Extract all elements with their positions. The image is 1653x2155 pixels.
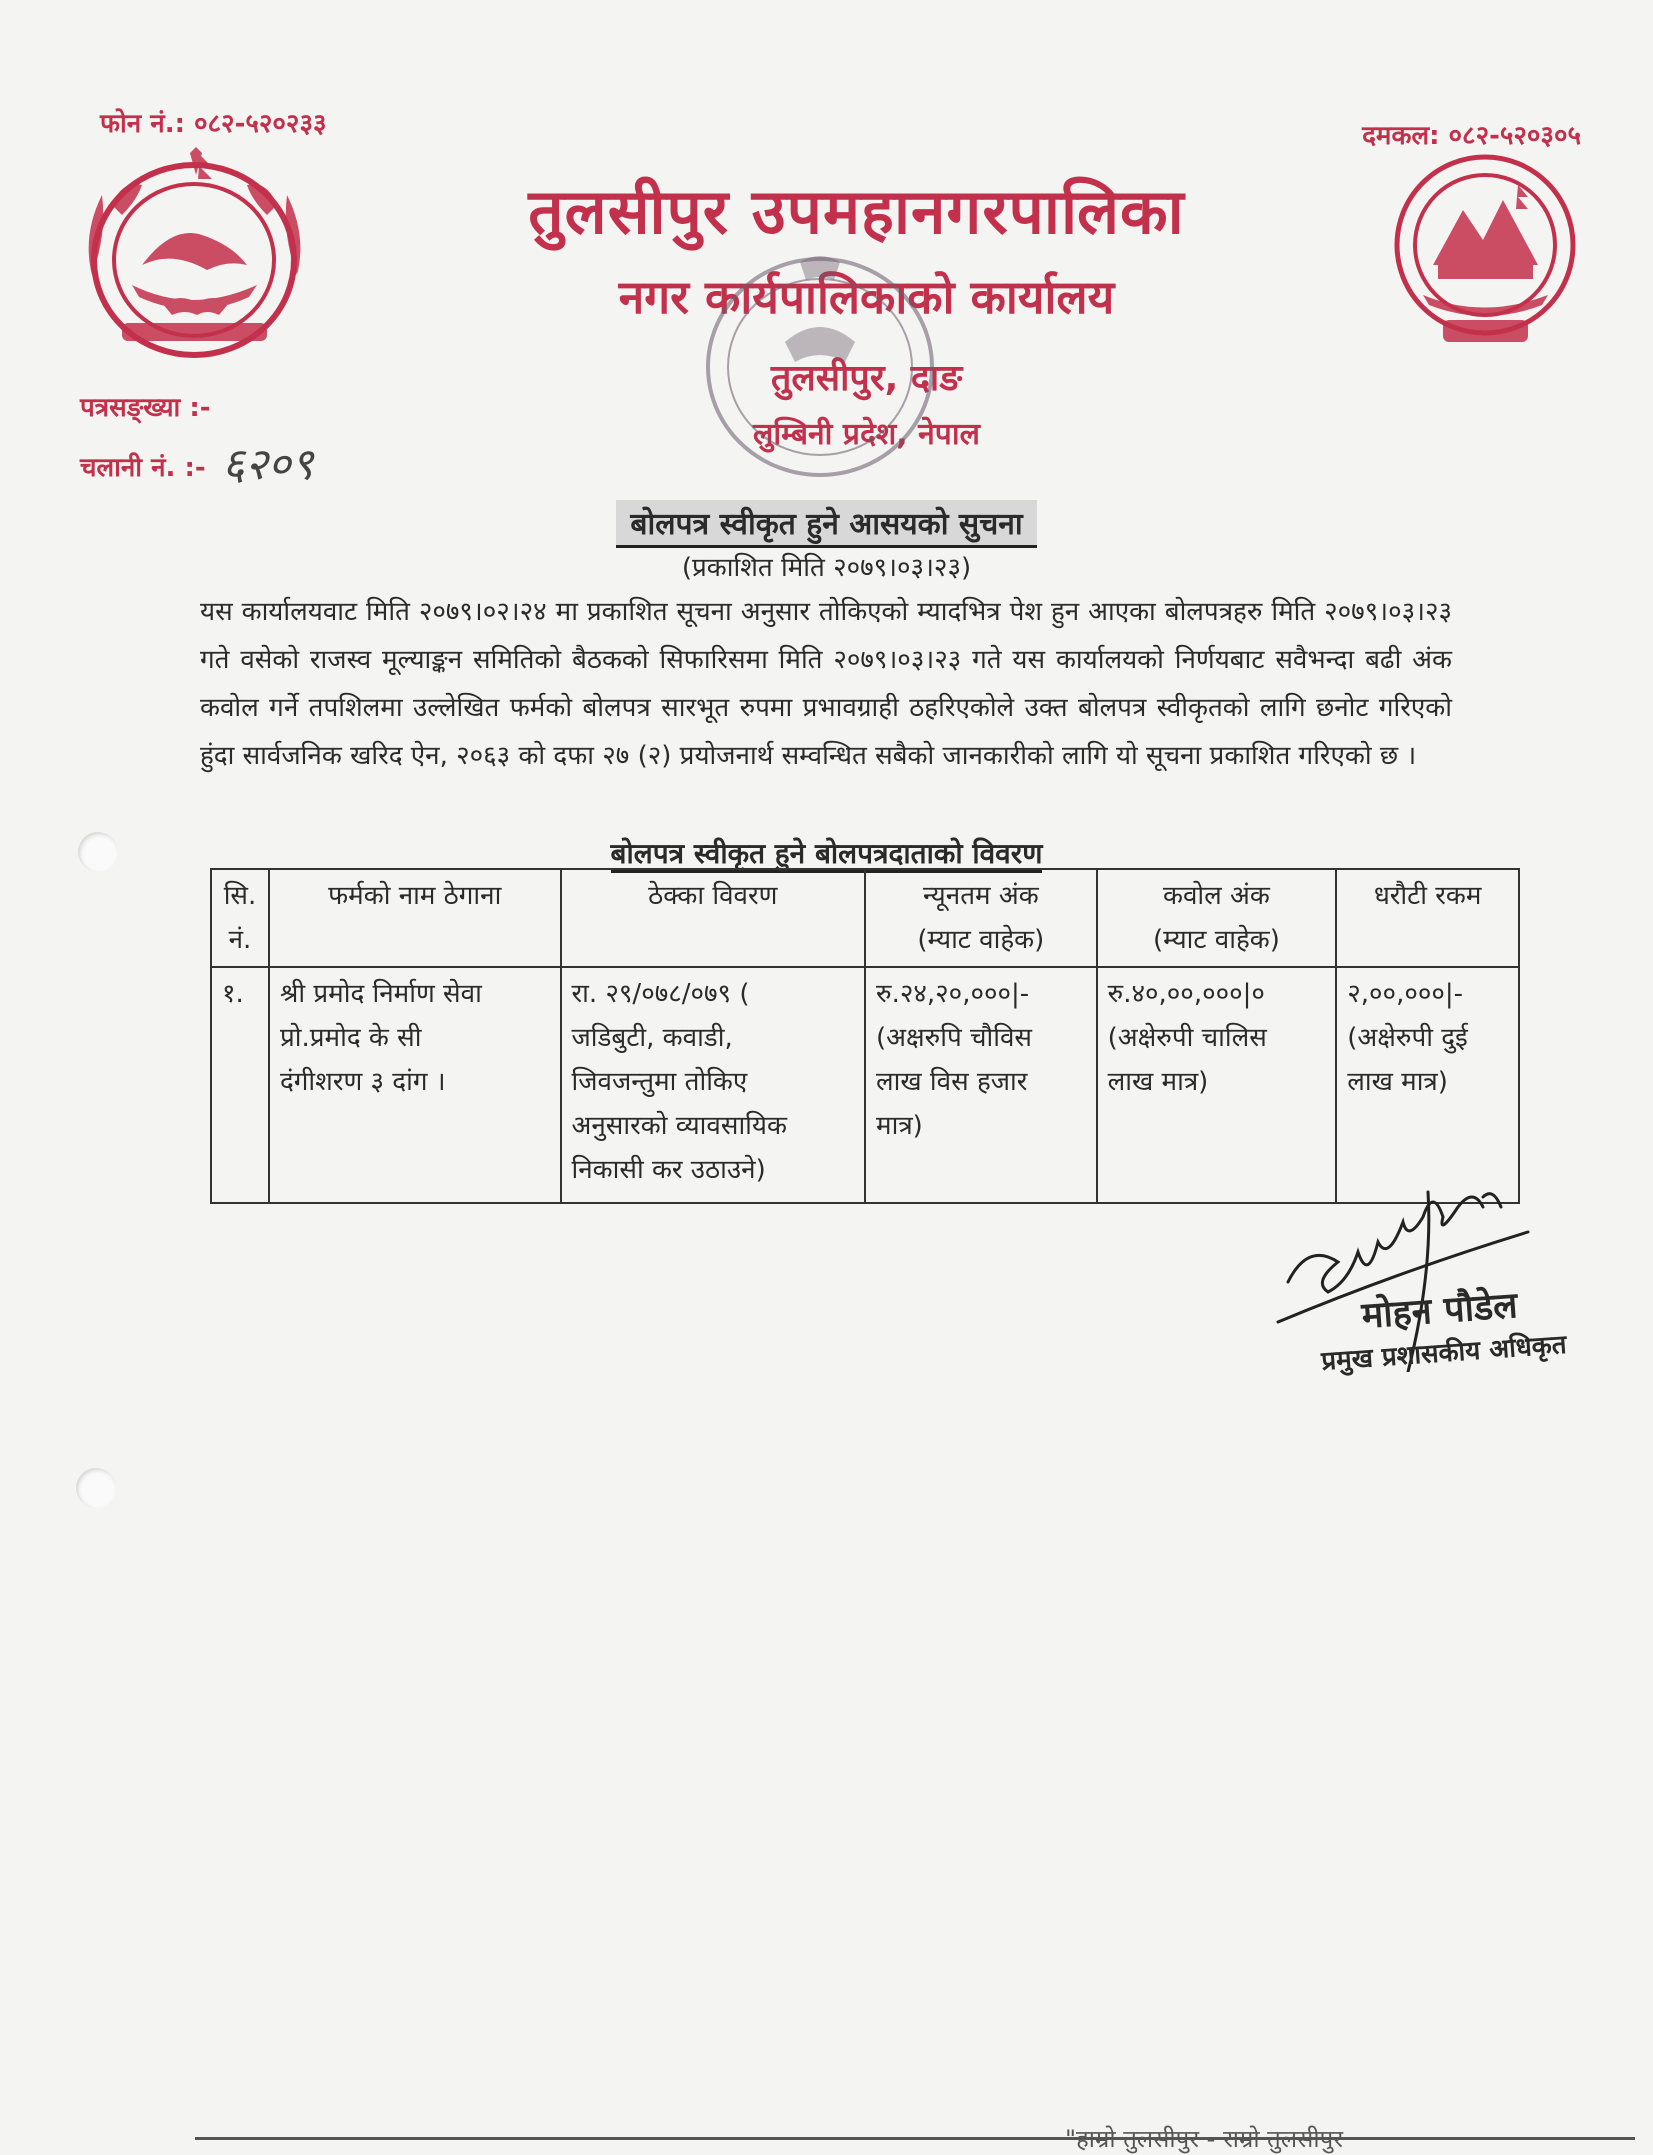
cell-bid-amount — [1097, 967, 1337, 1203]
cell-line: १. — [222, 979, 244, 1009]
notice-title — [0, 500, 1653, 548]
cell-line: मात्र) — [876, 1111, 923, 1141]
cell-line: जिवजन्तुमा तोकिए — [571, 1067, 748, 1097]
header-minimum-amount — [865, 869, 1097, 967]
table-title-text: बोलपत्र स्वीकृत हुने बोलपत्रदाताको विवरण — [611, 837, 1043, 873]
cell-line: (अक्षेरुपी चालिस — [1107, 1023, 1267, 1053]
table-title — [0, 834, 1653, 872]
cell-line: रा. २९/०७८/०७९ ( — [571, 979, 750, 1009]
header-line: नं. — [228, 925, 252, 955]
table-header-row — [211, 869, 1519, 967]
dispatch-number-label: चलानी नं. :- — [80, 453, 206, 483]
header-line: फर्मको नाम ठेगाना — [328, 881, 502, 911]
header-firm-name — [269, 869, 561, 967]
cell-line: निकासी कर उठाउने) — [571, 1155, 766, 1185]
footer-divider — [195, 2137, 1635, 2140]
published-date: (प्रकाशित मिति २०७९।०३।२३) — [681, 553, 972, 583]
cell-line: लाख मात्र) — [1107, 1067, 1209, 1097]
cell-line: जडिबुटी, कवाडी, — [571, 1023, 733, 1053]
cell-minimum-amount — [865, 967, 1097, 1203]
header-line: (म्याट वाहेक) — [917, 925, 1045, 955]
cell-line: अनुसारको व्यावसायिक — [571, 1111, 787, 1141]
notice-body: यस कार्यालयवाट मिति २०७९।०२।२४ मा प्रकाशित सूचना अनुसार तोकिएको म्यादभित्र पेश हुन आएका बोलपत्रहरु मिति २०७९।०३।२३ गते वसेको राजस्व मूल्याङ्कन समितिको बैठकको सिफारिसमा मिति २०७९।०३।२३ गते यस कार्यालयको निर्णयबाट सवैभन्दा बढी अंक कवोल गर्ने तपशिलमा उल्लेखित फर्मको बोलपत्र सारभूत रुपमा प्रभावग्राही ठहरिएकोले उक्त बोलपत्र स्वीकृतको लागि छनोट गरिएको हुंदा सार्वजनिक खरिद ऐन, २०६३ को दफा २७ (२) प्रयोजनार्थ सम्वन्धित सबैको जानकारीको लागि यो सूचना प्रकाशित गरिएको छ । — [200, 597, 1452, 771]
header-line: धरौटी रकम — [1373, 881, 1482, 911]
signatory-name: मोहन पौडेल — [1360, 1285, 1519, 1337]
cell-line: रु.४०,००,०००|० — [1107, 979, 1265, 1009]
header-line: कवोल अंक — [1163, 881, 1270, 911]
cell-line: श्री प्रमोद निर्माण सेवा — [279, 979, 482, 1009]
cell-line: (अक्षरुपि चौविस — [876, 1023, 1033, 1053]
header-deposit-amount — [1336, 869, 1519, 967]
header-contract-details — [561, 869, 866, 967]
phone-number-left: फोन नं.: ०८२-५२०२३३ — [100, 109, 327, 139]
cell-firm-name — [269, 967, 561, 1203]
header-line: (म्याट वाहेक) — [1153, 925, 1280, 955]
city-title: तुलसीपुर, दाङ — [770, 358, 963, 399]
cell-line: रु.२४,२०,०००|- — [876, 979, 1030, 1009]
municipality-title: तुलसीपुर उपमहानगरपालिका — [528, 175, 1185, 248]
bidder-details-table — [210, 868, 1520, 1204]
header-line: ठेक्का विवरण — [648, 881, 778, 911]
punch-hole — [78, 832, 118, 872]
footer-slogan: "हाम्रो तुलसीपुर - राम्रो तुलसीपुर — [1065, 2125, 1344, 2153]
cell-contract-details — [561, 967, 866, 1203]
signatory-post: प्रमुख प्रशासकीय अधिकृत — [1320, 1329, 1568, 1377]
office-title: नगर कार्यपालिकाको कार्यालय — [618, 270, 1115, 324]
cell-line: दंगीशरण ३ दांग । — [279, 1067, 446, 1097]
office-stamp-icon — [700, 252, 940, 482]
fire-brigade-number: दमकल: ०८२-५२०३०५ — [1362, 121, 1581, 151]
cell-line: लाख विस हजार — [876, 1067, 1028, 1097]
cell-line: (अक्षेरुपी दुई — [1347, 1023, 1468, 1053]
table-row — [211, 967, 1519, 1203]
cell-line: प्रो.प्रमोद के सी — [279, 1023, 422, 1053]
cell-line: २,००,०००|- — [1347, 979, 1464, 1009]
province-title: लुम्बिनी प्रदेश, नेपाल — [753, 417, 980, 452]
dispatch-number-handwritten: ६२०९ — [222, 439, 314, 490]
notice-title-text: बोलपत्र स्वीकृत हुने आसयको सुचना — [616, 500, 1036, 548]
letter-number-label: पत्रसङ्ख्या :- — [80, 393, 211, 423]
header-line: सि. — [223, 881, 257, 911]
punch-hole — [76, 1468, 116, 1508]
header-line: न्यूनतम अंक — [923, 881, 1039, 911]
header-bid-amount — [1097, 869, 1337, 967]
cell-serial-number — [211, 967, 269, 1203]
header-serial-number — [211, 869, 269, 967]
cell-deposit-amount — [1336, 967, 1519, 1203]
cell-line: लाख मात्र) — [1347, 1067, 1448, 1097]
